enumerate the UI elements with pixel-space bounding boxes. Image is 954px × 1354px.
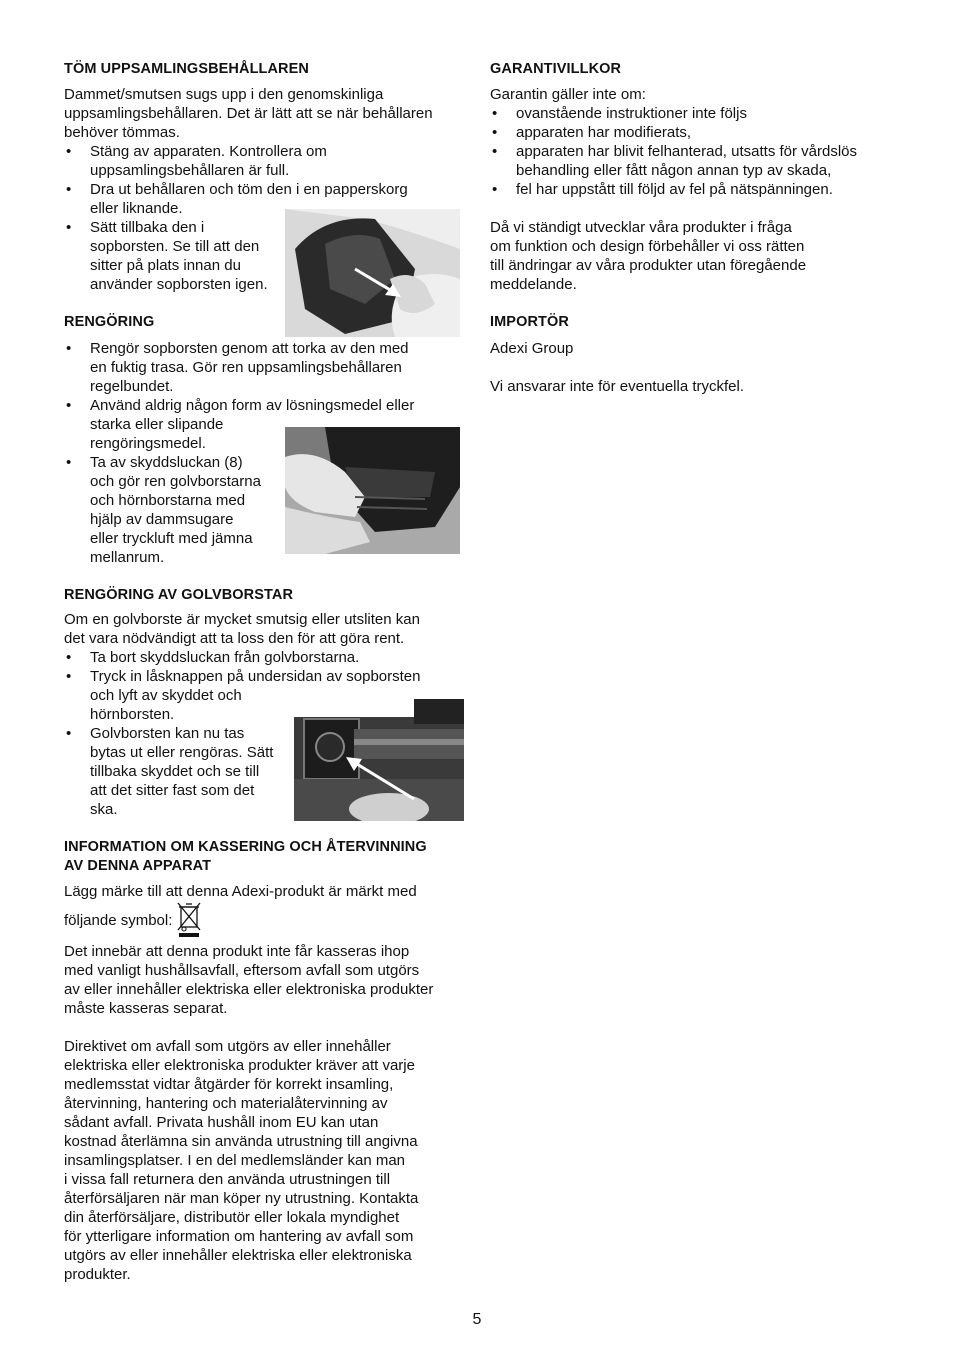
heading-cleaning-floor-brushes: RENGÖRING AV GOLVBORSTAR xyxy=(64,587,294,603)
list-item: • Tryck in låsknappen på undersidan av sopborsten och lyft av skyddet och hörnborsten. xyxy=(64,667,466,724)
heading-empty-container: TÖM UPPSAMLINGSBEHÅLLAREN xyxy=(64,61,309,77)
misprint-note: Vi ansvarar inte för eventuella tryckfel. xyxy=(490,378,745,395)
list-item: • ovanstående instruktioner inte följs xyxy=(490,104,900,123)
heading-cleaning: RENGÖRING xyxy=(64,314,155,330)
warranty-list xyxy=(490,104,900,199)
heading-disposal-recycling: INFORMATION OM KASSERING OCH ÅTERVINNING AV DENNA APPARAT xyxy=(64,839,427,874)
page-number: 5 xyxy=(472,1311,482,1328)
importer-name: Adexi Group xyxy=(490,340,574,357)
heading-warranty: GARANTIVILLKOR xyxy=(490,61,622,77)
photo-floor-brush-removal xyxy=(294,699,464,821)
list-item: • Ta bort skyddsluckan från golvborstarna. xyxy=(64,648,466,667)
warranty-paragraph: Då vi ständigt utvecklar våra produkter i fråga om funktion och design förbehåller vi oss rätten till ändringar av våra produkter utan föregående meddelande. xyxy=(490,219,807,293)
list-item: • apparaten har modifierats, xyxy=(490,123,900,142)
list-item: • Rengör sopborsten genom att torka av den med en fuktig trasa. Gör ren uppsamlingsbehållaren regelbundet. xyxy=(64,339,466,396)
crossed-out-wheelie-bin-icon xyxy=(176,901,202,942)
list-item: • apparaten har blivit felhanterad, utsatts för vårdslös behandling eller fått någon annan typ av skada, xyxy=(490,142,900,180)
photo-container-removal xyxy=(285,209,460,337)
list-item: • Använd aldrig någon form av lösningsmedel eller starka eller slipande rengöringsmedel. xyxy=(64,396,466,453)
floor-brush-intro: Om en golvborste är mycket smutsig eller utsliten kan det vara nödvändigt att ta loss den för att göra rent. xyxy=(64,611,420,647)
heading-importer: IMPORTÖR xyxy=(490,314,569,330)
disposal-paragraph-1: Det innebär att denna produkt inte får kasseras ihop med vanligt hushållsavfall, eftersom avfall som utgörs av eller innehåller elektriska eller elektroniska produkter måste kasseras separat. xyxy=(64,943,434,1017)
disposal-paragraph-2: Direktivet om avfall som utgörs av eller innehåller elektriska eller elektroniska produkter kräver att varje medlemsstat vidtar åtgärder för korrekt insamling, återvinning, hantering och materialåtervinning av sådant avfall. Privata hushåll inom EU kan utan kostnad återlämna sin använda utrustning till angivna insamlingsplatser. I en del medlemsländer kan man i vissa fall returnera den använda utrustningen till återförsäljaren när man köper ny utrustning. Kontakta din återförsäljare, distributör eller lokala myndighet för ytterligare information om hantering av avfall som utgörs av eller innehåller elektriska eller elektroniska produkter. xyxy=(64,1038,419,1283)
list-item: • Ta av skyddsluckan (8) och gör ren golvborstarna och hörnborstarna med hjälp av dammsugare eller tryckluft med jämna mellanrum. xyxy=(64,453,466,567)
list-item: • Golvborsten kan nu tas bytas ut eller rengöras. Sätt tillbaka skyddet och se till att det sitter fast som det ska. xyxy=(64,724,466,819)
list-item: • fel har uppstått till följd av fel på nätspänningen. xyxy=(490,180,900,199)
empty-container-intro: Dammet/smutsen sugs upp i den genomskinliga uppsamlingsbehållaren. Det är lätt att se när behållaren behöver tömmas. xyxy=(64,86,433,141)
right-column xyxy=(490,60,900,396)
photo-cleaning-brush xyxy=(285,427,460,554)
list-item: • Stäng av apparaten. Kontrollera om uppsamlingsbehållaren är full. xyxy=(64,142,466,180)
disposal-symbol-text: Lägg märke till att denna Adexi-produkt är märkt med följande symbol: xyxy=(64,882,466,942)
list-item: • Sätt tillbaka den i sopborsten. Se till att den sitter på plats innan du använder sopborsten igen. xyxy=(64,218,466,294)
warranty-intro: Garantin gäller inte om: xyxy=(490,86,646,103)
list-item: • Dra ut behållaren och töm den i en papperskorg eller liknande. xyxy=(64,180,466,218)
